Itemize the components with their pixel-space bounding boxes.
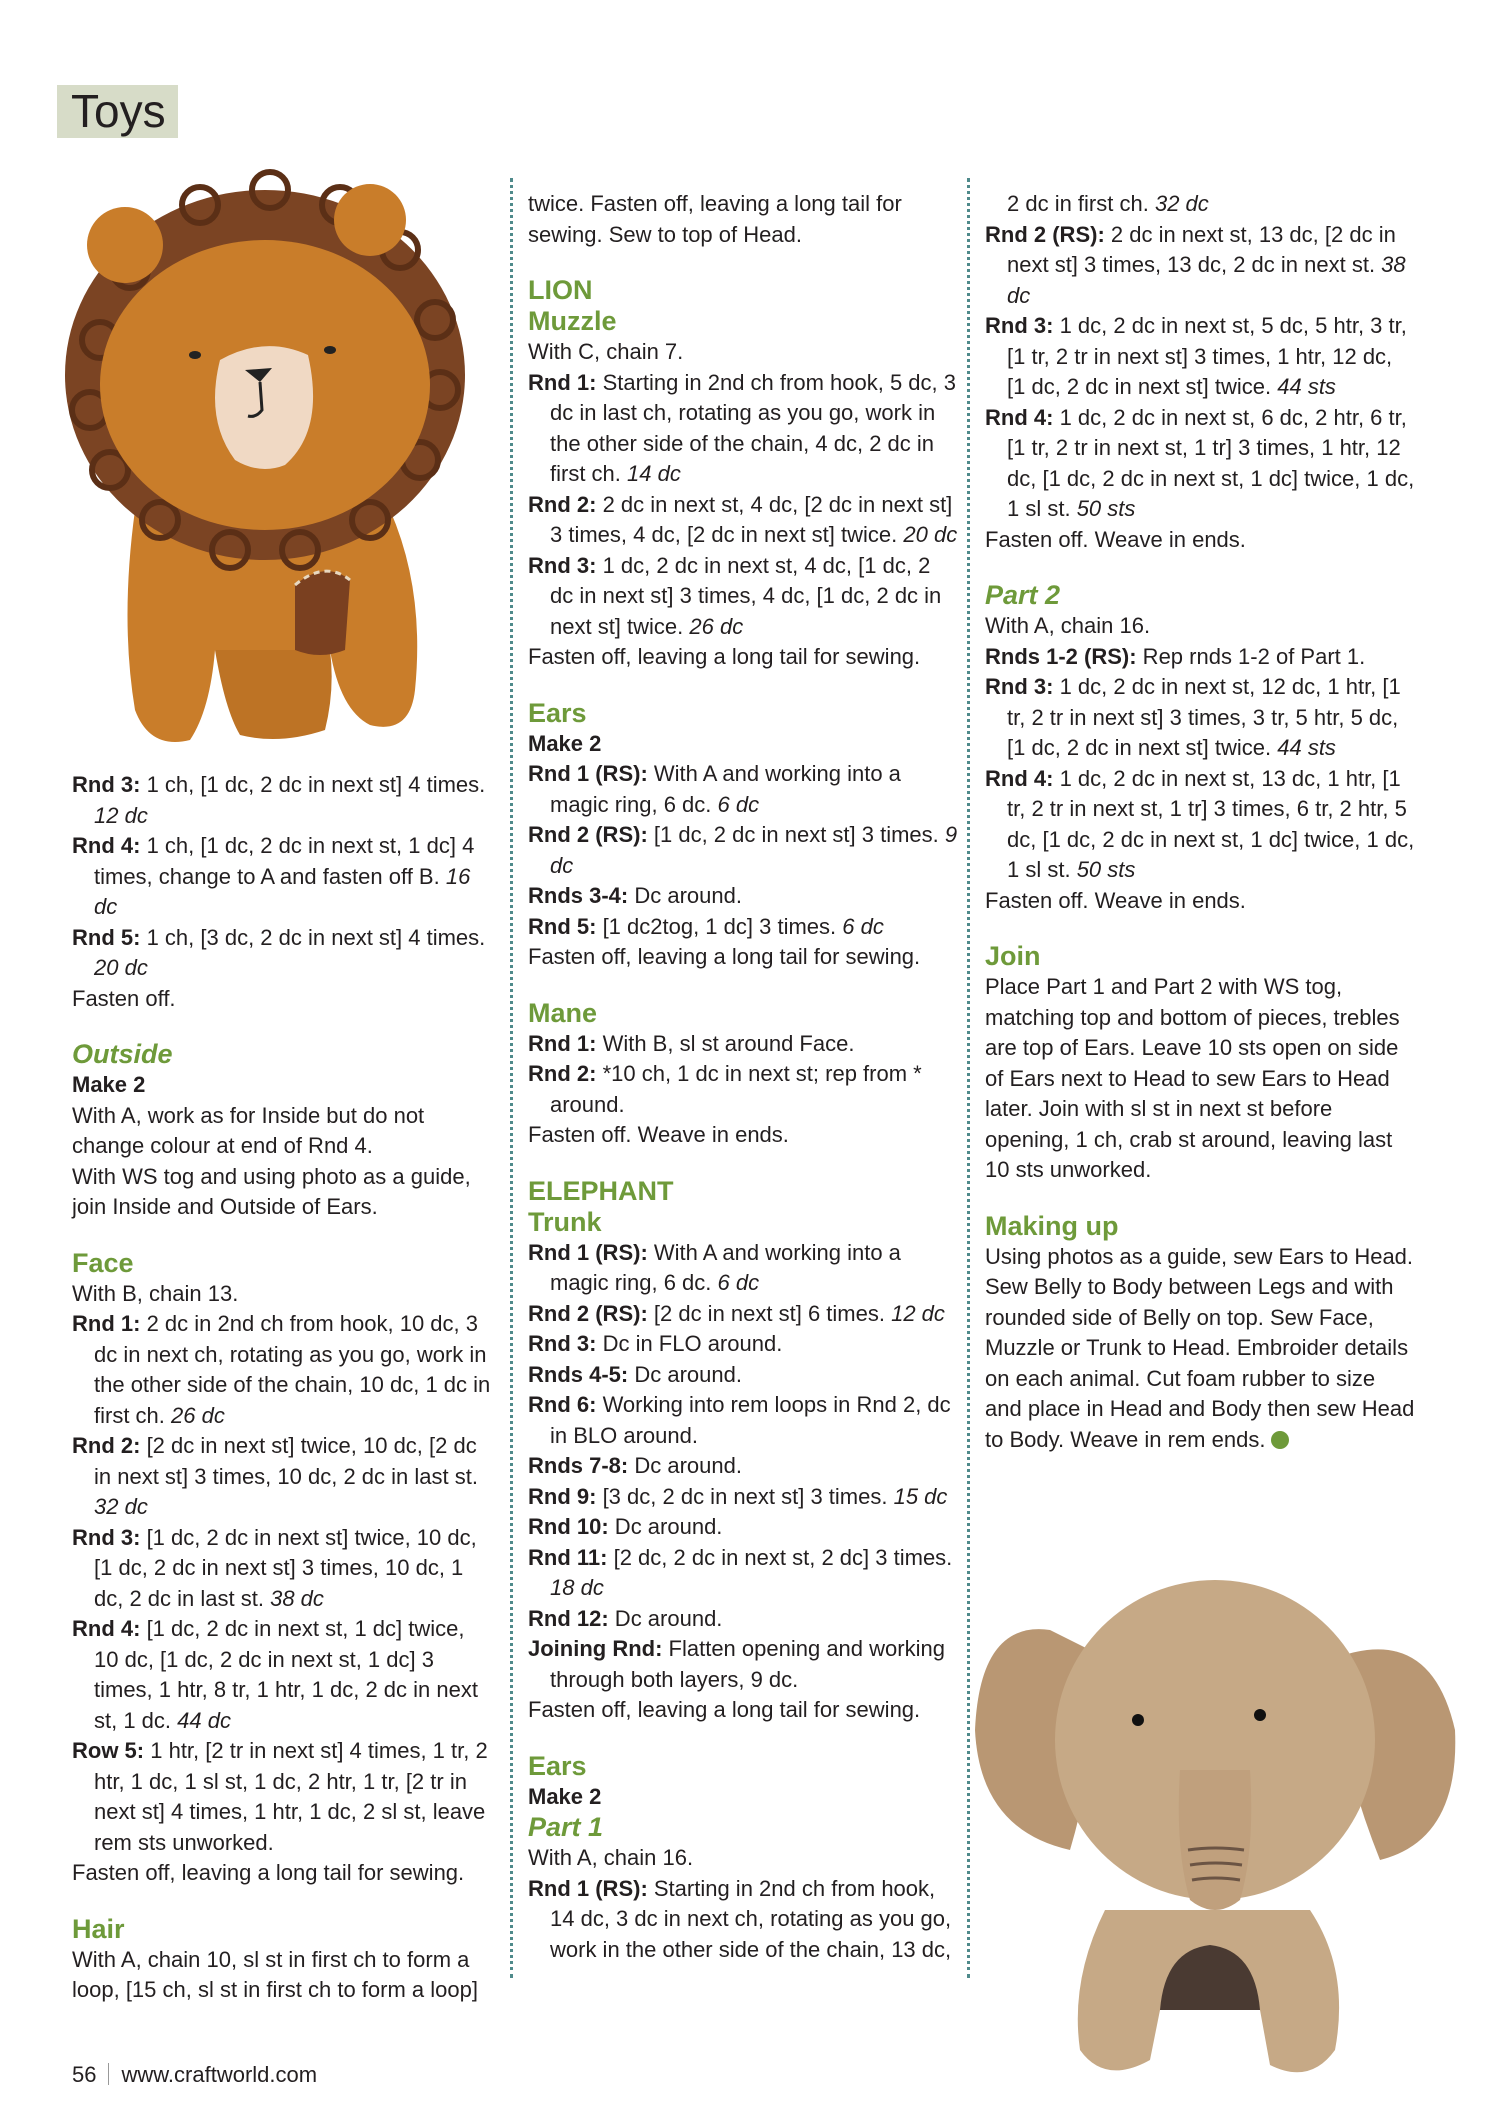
instruction-row: Rnd 5: 1 ch, [3 dc, 2 dc in next st] 4 times. 20 dc (72, 924, 486, 980)
instruction-row: Rnd 4: 1 dc, 2 dc in next st, 13 dc, 1 htr, [1 tr, 2 tr in next st, 1 tr] 3 times, 6 tr, 2 htr, 5 dc, [1 dc, 2 dc in next st, 1 dc] twice, 1 dc, 1 sl st. 50 sts (985, 765, 1415, 882)
instruction-row: Rnd 3: 1 dc, 2 dc in next st, 5 dc, 5 htr, 3 tr, [1 tr, 2 tr in next st] 3 times, 1 htr, 12 dc, [1 dc, 2 dc in next st] twice. 44 sts (985, 313, 1407, 399)
instruction-row: Rnd 1 (RS): With A and working into a magic ring, 6 dc. 6 dc (528, 761, 901, 817)
instruction-row: Rnd 4: 1 ch, [1 dc, 2 dc in next st, 1 dc] 4 times, change to A and fasten off B. 16 dc (72, 833, 475, 919)
site-link[interactable]: www.craftworld.com (121, 2062, 318, 2087)
heading-making-up: Making up (985, 1210, 1119, 1241)
instruction-row: Row 5: 1 htr, [2 tr in next st] 4 times, 1 tr, 2 htr, 1 dc, 1 sl st, 1 dc, 2 htr, 1 tr, [2 tr in next st] 4 times, 1 htr, 1 dc, 2 sl st, leave rem sts unworked. (72, 1738, 488, 1855)
heading-mane: Mane (528, 997, 598, 1028)
subheading: Make 2 (72, 1072, 146, 1097)
heading-lion: LION (528, 275, 593, 305)
instruction-row: Rnd 5: [1 dc2tog, 1 dc] 3 times. 6 dc (528, 913, 884, 939)
instruction-row: Rnd 2: 2 dc in next st, 4 dc, [2 dc in next st] 3 times, 4 dc, [2 dc in next st] twice. 20 dc (528, 491, 958, 547)
heading-join: Join (985, 941, 1041, 971)
footer-separator (108, 2063, 109, 2085)
instruction-row: Rnd 3: Dc in FLO around. (528, 1331, 783, 1356)
instruction-row: Rnd 10: Dc around. (528, 1514, 723, 1539)
heading-elephant: ELEPHANT (528, 1175, 674, 1206)
heading-face: Face (72, 1247, 134, 1278)
heading-ears-2: Ears (528, 1750, 587, 1781)
paragraph: With A, chain 10, sl st in first ch to form a loop, [15 ch, sl st in first ch to form a loop] (72, 1946, 478, 2002)
instruction-row: Rnds 7-8: Dc around. (528, 1453, 742, 1478)
instruction-row: Rnd 2 (RS): [1 dc, 2 dc in next st] 3 times. 9 dc (528, 822, 958, 878)
paragraph: Place Part 1 and Part 2 with WS tog, matching top and bottom of pieces, trebles are top of Ears. Leave 10 sts open on side of Ears next to Head to sew Ears to Head later. Join with sl st in next st before opening, 1 ch, crab st around, leaving last 10 sts unworked. (985, 974, 1400, 1182)
instruction-row: Rnd 4: 1 dc, 2 dc in next st, 6 dc, 2 htr, 6 tr, [1 tr, 2 tr in next st, 1 tr] 3 times, 1 htr, 12 dc, [1 dc, 2 dc in next st, 1 dc] twice, 1 dc, 1 sl st. 50 sts (985, 404, 1415, 521)
heading-part-1: Part 1 (528, 1812, 604, 1842)
subheading: Make 2 (528, 1783, 602, 1809)
column-divider (510, 178, 513, 1978)
column-3 (985, 189, 1415, 1455)
paragraph: With B, chain 13. (72, 1280, 239, 1306)
instruction-row: Rnd 2 (RS): [2 dc in next st] 6 times. 12 dc (528, 1300, 945, 1326)
heading-hair: Hair (72, 1913, 125, 1944)
elephant-photo (960, 1510, 1480, 2090)
instruction-row: Rnd 11: [2 dc, 2 dc in next st, 2 dc] 3 times. 18 dc (528, 1544, 953, 1600)
column-1 (72, 770, 492, 2006)
paragraph: With A, work as for Inside but do not change colour at end of Rnd 4. (72, 1102, 425, 1158)
instruction-row: Rnd 3: 1 dc, 2 dc in next st, 12 dc, 1 htr, [1 tr, 2 tr in next st] 3 times, 3 tr, 5 htr, 5 dc, [1 dc, 2 dc in next st] twice. 44 sts (985, 674, 1401, 760)
paragraph: 2 dc in first ch. 32 dc (1007, 191, 1209, 216)
instruction-row: Joining Rnd: Flatten opening and working through both layers, 9 dc. (528, 1636, 945, 1692)
paragraph: Fasten off. Weave in ends. (528, 1122, 789, 1147)
paragraph: Fasten off. Weave in ends. (985, 887, 1246, 913)
paragraph: Fasten off. Weave in ends. (985, 526, 1246, 552)
section-tab: Toys (57, 85, 178, 138)
instruction-row: Rnd 6: Working into rem loops in Rnd 2, dc in BLO around. (528, 1392, 951, 1448)
page-footer (72, 2062, 317, 2088)
instruction-row: Rnd 2: [2 dc in next st] twice, 10 dc, [2 dc in next st] 3 times, 10 dc, 2 dc in last st. 32 dc (72, 1433, 478, 1519)
instruction-row: Rnd 3: 1 ch, [1 dc, 2 dc in next st] 4 times. 12 dc (72, 772, 486, 828)
instruction-row: Rnd 12: Dc around. (528, 1605, 723, 1631)
subheading: Make 2 (528, 730, 602, 756)
paragraph: twice. Fasten off, leaving a long tail for sewing. Sew to top of Head. (528, 191, 902, 247)
instruction-row: Rnd 2 (RS): 2 dc in next st, 13 dc, [2 dc in next st] 3 times, 13 dc, 2 dc in next st. 38 dc (985, 221, 1406, 308)
paragraph: With A, chain 16. (985, 613, 1151, 638)
paragraph: With A, chain 16. (528, 1845, 694, 1870)
instruction-row: Rnd 3: [1 dc, 2 dc in next st] twice, 10 dc, [1 dc, 2 dc in next st] 3 times, 10 dc, 1 dc, 2 dc in last st. 38 dc (72, 1524, 477, 1611)
lion-photo (40, 150, 480, 760)
paragraph: Fasten off, leaving a long tail for sewing. (528, 944, 921, 969)
instruction-row: Rnd 4: [1 dc, 2 dc in next st, 1 dc] twice, 10 dc, [1 dc, 2 dc in next st, 1 dc] 3 times, 1 htr, 8 tr, 1 htr, 1 dc, 2 dc in next st, 1 dc. 44 dc (72, 1616, 478, 1733)
paragraph: With C, chain 7. (528, 339, 684, 364)
yarn-ball-icon (1271, 1431, 1289, 1449)
instruction-row: Rnd 1: 2 dc in 2nd ch from hook, 10 dc, 3 dc in next ch, rotating as you go, work in the other side of the chain, 10 dc, 1 dc in first ch. 26 dc (72, 1311, 491, 1428)
column-2 (528, 189, 958, 1965)
instruction-row: Rnd 1 (RS): With A and working into a magic ring, 6 dc. 6 dc (528, 1239, 901, 1295)
paragraph: Fasten off, leaving a long tail for sewing. (528, 1697, 921, 1722)
instruction-row: Rnd 9: [3 dc, 2 dc in next st] 3 times. 15 dc (528, 1483, 948, 1509)
heading-trunk: Trunk (528, 1206, 602, 1237)
instruction-row: Rnds 3-4: Dc around. (528, 883, 742, 908)
instruction-row: Rnds 4-5: Dc around. (528, 1361, 742, 1387)
instruction-row: Rnds 1-2 (RS): Rep rnds 1-2 of Part 1. (985, 643, 1366, 669)
paragraph: With WS tog and using photo as a guide, join Inside and Outside of Ears. (72, 1163, 471, 1219)
paragraph: Fasten off, leaving a long tail for sewing. (528, 644, 921, 669)
paragraph: Fasten off, leaving a long tail for sewing. (72, 1860, 465, 1885)
instruction-row: Rnd 1: Starting in 2nd ch from hook, 5 dc, 3 dc in last ch, rotating as you go, work in the other side of the chain, 4 dc, 2 dc in first ch. 14 dc (528, 369, 956, 486)
page-number: 56 (72, 2062, 97, 2087)
instruction-row: Rnd 3: 1 dc, 2 dc in next st, 4 dc, [1 dc, 2 dc in next st] 3 times, 4 dc, [1 dc, 2 dc in next st] twice. 26 dc (528, 552, 942, 639)
heading-part-2: Part 2 (985, 580, 1061, 610)
paragraph: Using photos as a guide, sew Ears to Head. Sew Belly to Body between Legs and with rounded side of Belly on top. Sew Face, Muzzle or Trunk to Head. Embroider details on each animal. Cut foam rubber to size and place in Head and Body then sew Head to Body. Weave in rem ends. (985, 1243, 1415, 1452)
paragraph: Fasten off. (72, 985, 176, 1011)
heading-ears: Ears (528, 697, 587, 728)
instruction-row: Rnd 1: With B, sl st around Face. (528, 1030, 855, 1056)
heading-outside: Outside (72, 1039, 173, 1069)
instruction-row: Rnd 2: *10 ch, 1 dc in next st; rep from * around. (528, 1061, 922, 1117)
heading-muzzle: Muzzle (528, 306, 617, 336)
instruction-row: Rnd 1 (RS): Starting in 2nd ch from hook, 14 dc, 3 dc in next ch, rotating as you go, work in the other side of the chain, 13 dc, (528, 1875, 952, 1962)
